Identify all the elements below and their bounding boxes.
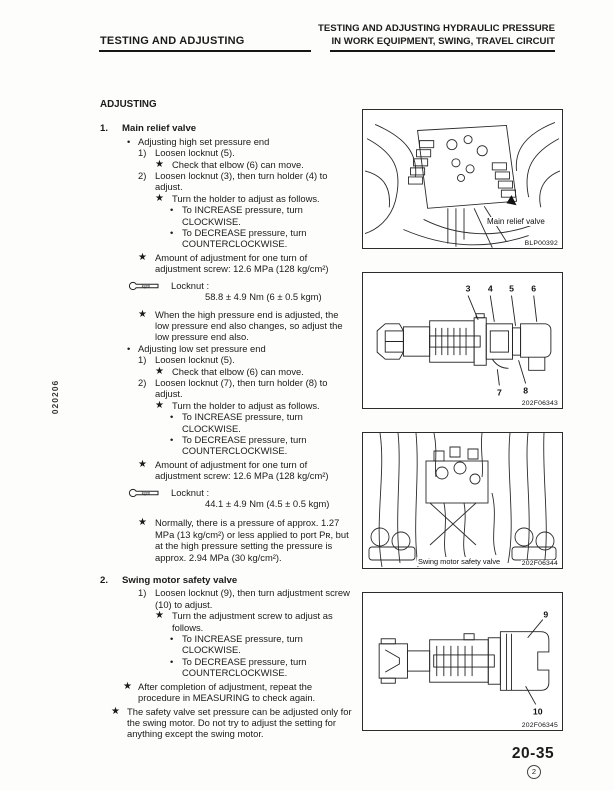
bullet-icon: • (170, 433, 174, 445)
line-text: Normally, there is a pressure of approx. 1.27 MPa (13 kg/cm²) or less applied to port Pʀ, but at the high pressure setting the pressure is approx. 2.94 MPa (30 kg/cm²). (155, 517, 349, 563)
star-icon: ★ (155, 365, 164, 377)
text-line (100, 377, 352, 400)
page-number: 20-35 (511, 745, 555, 762)
revision-mark: 2 (527, 765, 541, 779)
figure-swing-motor-safety-valve-section (362, 592, 563, 731)
text-line (100, 434, 352, 457)
step-number: 1) (138, 147, 147, 159)
bullet-icon: • (170, 204, 174, 216)
callout-6: 6 (531, 283, 537, 294)
figure-line-art (363, 273, 562, 408)
figure-main-relief-valve-location (362, 109, 563, 249)
step-number: 2) (138, 376, 147, 388)
callout-9: 9 (543, 609, 549, 620)
line-text: When the high pressure end is adjusted, the low pressure end also changes, so adjust the low pressure end also. (155, 308, 343, 343)
header-left-title: TESTING AND ADJUSTING (100, 35, 245, 47)
callout-3: 3 (465, 283, 471, 294)
text-line (100, 633, 352, 656)
step-number: 2) (138, 170, 147, 182)
line-text: Amount of adjustment for one turn of adjustment screw: 12.6 MPa (128 kg/cm²) (155, 458, 329, 482)
torque-spec-row (100, 487, 352, 498)
header-right-rule (330, 50, 555, 52)
callout-5: 5 (509, 283, 514, 294)
svg-text:kgm: kgm (141, 490, 151, 496)
line-text: Check that elbow (6) can move. (172, 158, 304, 170)
figure-line-art (363, 593, 562, 730)
text-line (100, 587, 352, 610)
step-number: 1) (138, 587, 147, 599)
text-line (100, 193, 352, 204)
figure-code: 202F06344 (521, 560, 558, 567)
line-text: Turn the adjustment screw to adjust as follows. (172, 610, 333, 633)
line-text: Loosen locknut (5). (155, 147, 235, 159)
text-line (100, 656, 352, 679)
line-text: Loosen locknut (3), then turn holder (4) to adjust. (155, 170, 328, 193)
line-text: The safety valve set pressure can be adjusted only for the swing motor. Do not try to adjust the setting for anything except the swing motor. (127, 705, 352, 740)
line-text: Loosen locknut (7), then turn holder (8) to adjust. (155, 376, 328, 400)
bullet-icon: • (170, 227, 174, 239)
star-icon: ★ (155, 192, 164, 204)
item-number: 2. (100, 575, 109, 587)
text-line (100, 136, 352, 147)
item-title: Swing motor safety valve (122, 575, 238, 587)
header-right-title (290, 22, 555, 48)
bullet-icon: • (127, 342, 131, 354)
torque-spec-row (100, 280, 352, 291)
star-icon: ★ (138, 517, 147, 529)
figure-main-relief-valve-section (362, 272, 563, 409)
text-line (100, 147, 352, 158)
torque-label: Locknut : (171, 279, 210, 291)
text-line (100, 681, 352, 704)
figure-caption: Main relief valve (487, 217, 545, 226)
torque-value: 58.8 ± 4.9 Nm (6 ± 0.5 kgm) (205, 291, 322, 303)
torque-value: 44.1 ± 4.9 Nm (4.5 ± 0.5 kgm) (205, 498, 330, 509)
header-left-rule (99, 50, 311, 52)
line-text: Adjusting high set pressure end (138, 135, 270, 147)
star-icon: ★ (155, 399, 164, 411)
bullet-icon: • (127, 135, 131, 147)
line-text: To DECREASE pressure, turn COUNTERCLOCKWISE. (182, 433, 307, 457)
line-text: To INCREASE pressure, turn CLOCKWISE. (182, 633, 303, 656)
text-line (100, 204, 352, 227)
text-line (100, 610, 352, 633)
text-line (100, 459, 352, 482)
figure-swing-motor-safety-valve-location (362, 432, 563, 569)
line-text: Adjusting low set pressure end (138, 342, 266, 354)
text-line (100, 309, 352, 343)
star-icon: ★ (138, 308, 147, 320)
callout-10: 10 (532, 706, 543, 717)
item-number: 1. (100, 123, 109, 135)
star-icon: ★ (111, 705, 120, 717)
section-title: ADJUSTING (100, 99, 157, 110)
figure-code: 202F06343 (521, 400, 558, 407)
line-text: Turn the holder to adjust as follows. (172, 399, 320, 411)
header-right-line2: IN WORK EQUIPMENT, SWING, TRAVEL CIRCUIT (331, 36, 555, 47)
figure-line-art (363, 110, 562, 248)
figure-line-art (363, 433, 562, 568)
text-line (100, 343, 352, 354)
text-line (100, 706, 352, 740)
side-form-code: 020206 (50, 379, 61, 415)
line-text: To INCREASE pressure, turn CLOCKWISE. (182, 204, 303, 227)
item-title: Main relief valve (122, 123, 197, 135)
torque-label: Locknut : (171, 486, 210, 498)
text-line (100, 252, 352, 275)
item-1-heading (100, 123, 352, 134)
figure-code: BLP00392 (524, 240, 558, 247)
line-text: Turn the holder to adjust as follows. (172, 192, 320, 204)
line-text: Loosen locknut (9), then turn adjustment screw (10) to adjust. (155, 587, 350, 610)
star-icon: ★ (155, 158, 164, 170)
line-text: After completion of adjustment, repeat the procedure in MEASURING to check again. (138, 680, 316, 704)
line-text: Check that elbow (6) can move. (172, 365, 304, 377)
star-icon: ★ (138, 251, 147, 263)
text-line (100, 159, 352, 170)
figure-caption: Swing motor safety valve (418, 557, 501, 566)
star-icon: ★ (138, 458, 147, 470)
svg-text:kgm: kgm (141, 283, 151, 289)
text-line (100, 227, 352, 250)
text-line (100, 354, 352, 365)
figure-code: 202F06345 (521, 722, 558, 729)
bullet-icon: • (170, 411, 174, 423)
procedure-text-column (100, 99, 352, 740)
bullet-icon: • (170, 655, 174, 667)
callout-7: 7 (496, 387, 502, 398)
text-line (100, 400, 352, 411)
line-text: To INCREASE pressure, turn CLOCKWISE. (182, 411, 303, 434)
callout-4: 4 (487, 283, 493, 294)
bullet-icon: • (170, 633, 174, 645)
text-line (100, 366, 352, 377)
text-line (100, 170, 352, 193)
callout-8: 8 (523, 385, 529, 396)
step-number: 1) (138, 354, 147, 366)
star-icon: ★ (155, 610, 164, 622)
line-text: To DECREASE pressure, turn COUNTERCLOCKWISE. (182, 227, 307, 250)
line-text: Loosen locknut (5). (155, 354, 235, 366)
line-text: Amount of adjustment for one turn of adjustment screw: 12.6 MPa (128 kg/cm²) (155, 251, 329, 275)
item-2-heading (100, 575, 352, 586)
header-right-line1: TESTING AND ADJUSTING HYDRAULIC PRESSURE (317, 23, 555, 34)
text-line (100, 411, 352, 434)
star-icon: ★ (123, 680, 132, 692)
line-text: To DECREASE pressure, turn COUNTERCLOCKWISE. (182, 655, 307, 679)
text-line (100, 517, 352, 563)
